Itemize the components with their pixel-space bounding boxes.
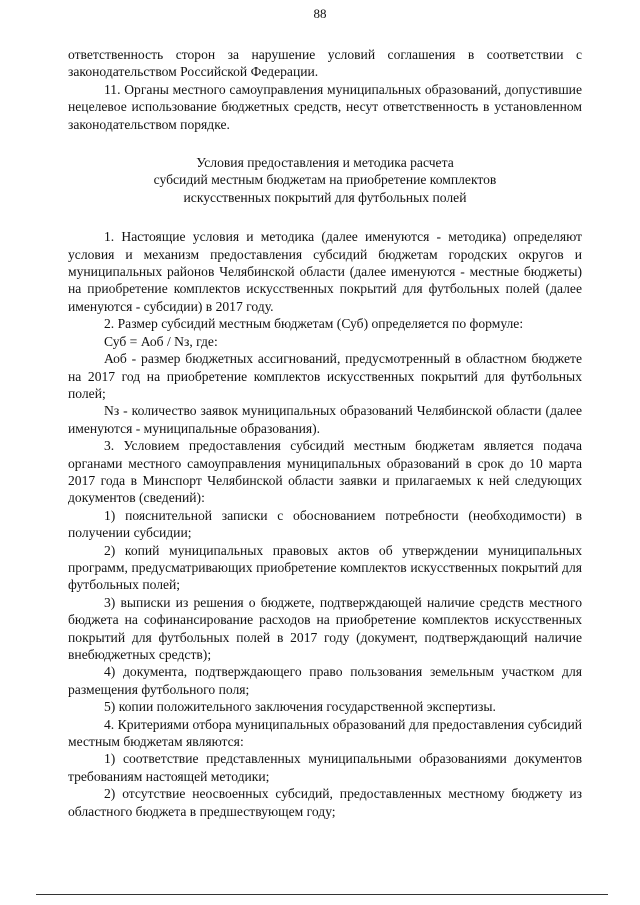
- list-item: 1) соответствие представленных муниципальными образованиями документов требованиям настоящей методики;: [68, 751, 582, 784]
- paragraph: 3. Условием предоставления субсидий местным бюджетам является подача органами местного самоуправления муниципальных образований в срок до 10 марта 2017 года в Минспорт Челябинской области заявки и прилагаемых к ней следующих документов (сведений):: [68, 438, 582, 506]
- paragraph: Аоб - размер бюджетных ассигнований, предусмотренный в областном бюджете на 2017 год на приобретение комплектов искусственных покрытий для футбольных полей;: [68, 351, 582, 401]
- paragraph: ответственность сторон за нарушение условий соглашения в соответствии с законодательством Российской Федерации.: [68, 47, 582, 80]
- section-heading: [68, 154, 582, 206]
- paragraph: 1. Настоящие условия и методика (далее именуются - методика) определяют условия и механизм предоставления субсидий бюджетам городских округов и муниципальных районов Челябинской области (далее именуются - местные бюджеты) на приобретение комплектов искусственных покрытий для футбольных полей (далее именуются - субсидии) в 2017 году.: [68, 229, 582, 314]
- page-bottom-rule: [36, 894, 608, 895]
- heading-line: субсидий местным бюджетам на приобретение комплектов: [153, 172, 497, 188]
- list-item: 2) копий муниципальных правовых актов об утверждении муниципальных программ, предусматривающих приобретение комплектов искусственных покрытий для футбольных полей;: [68, 542, 582, 593]
- heading-line: Условия предоставления и методика расчета: [196, 155, 454, 171]
- paragraph: 4. Критериями отбора муниципальных образований для предоставления субсидий местным бюджетам являются:: [68, 716, 582, 750]
- page-number: 88: [313, 6, 327, 21]
- document-body: [68, 46, 582, 820]
- list-item: 3) выписки из решения о бюджете, подтверждающей наличие средств местного бюджета на софинансирование расходов на приобретение комплектов искусственных покрытий для футбольных полей в 2017 году (документ, подтверждающий наличие внебюджетных средств);: [68, 594, 582, 662]
- list-item: 2) отсутствие неосвоенных субсидий, предоставленных местному бюджету из областного бюджета в предшествующем году;: [68, 786, 582, 819]
- paragraph: Nз - количество заявок муниципальных образований Челябинской области (далее именуются - муниципальные образования).: [68, 403, 582, 436]
- paragraph: 2. Размер субсидий местным бюджетам (Суб) определяется по формуле:: [104, 316, 524, 332]
- paragraph: 11. Органы местного самоуправления муниципальных образований, допустившие нецелевое использование бюджетных средств, несут ответственность в установленном законодательством порядке.: [68, 81, 582, 132]
- list-item: 1) пояснительной записки с обоснованием потребности (необходимости) в получении субсидии;: [68, 507, 582, 541]
- list-item: 4) документа, подтверждающего право пользования земельным участком для размещения футбольного поля;: [68, 664, 582, 697]
- heading-line: искусственных покрытий для футбольных полей: [183, 189, 467, 205]
- list-item: 5) копии положительного заключения государственной экспертизы.: [104, 699, 496, 715]
- formula: Суб = Аоб / Nз, где:: [104, 333, 218, 349]
